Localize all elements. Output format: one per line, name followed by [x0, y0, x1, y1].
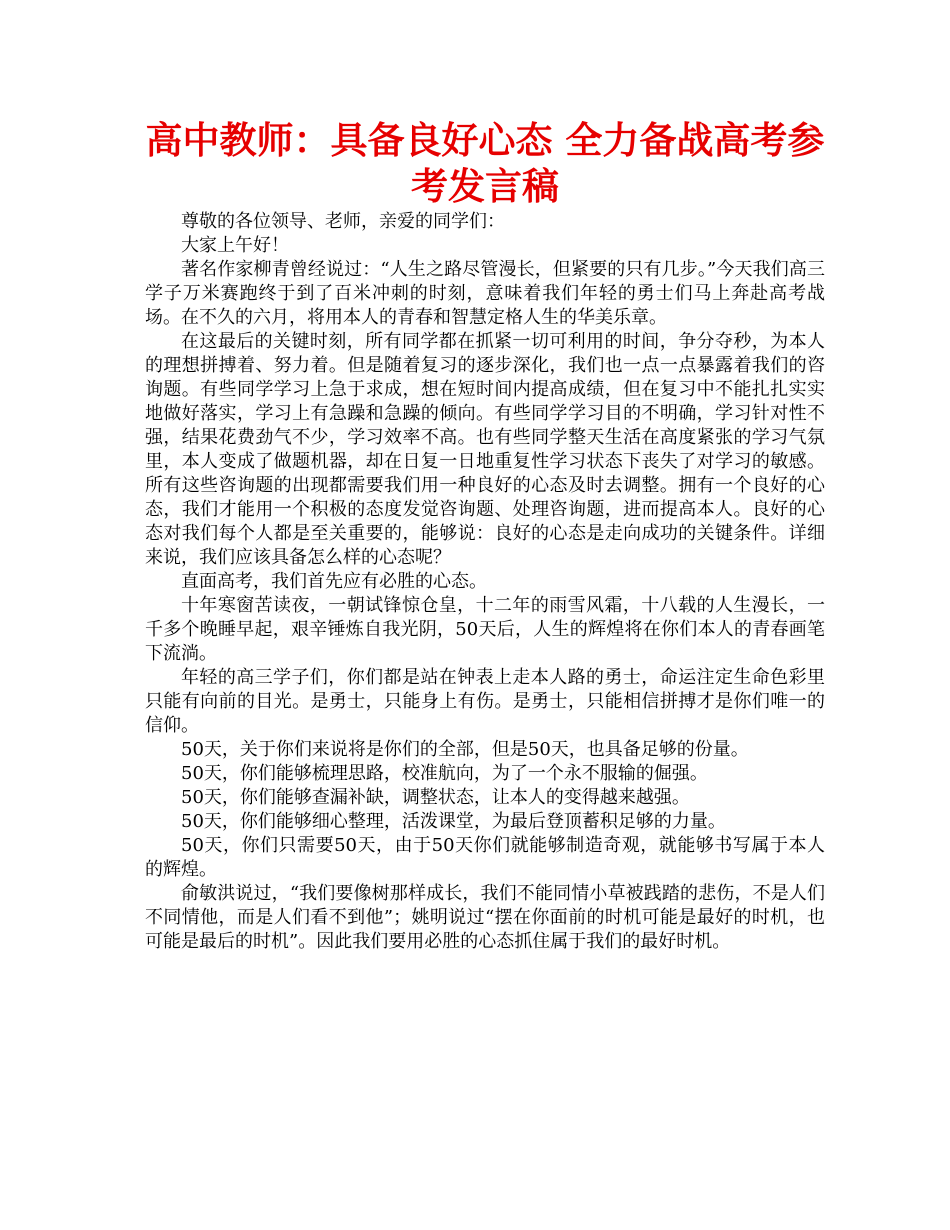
paragraph: 50天，关于你们来说将是你们的全部，但是50天，也具备足够的份量。 [181, 739, 749, 760]
paragraph: 在这最后的关键时刻，所有同学都在抓紧一切可利用的时间，争分夺秒，为本人的理想拼搏着、努力着。但是随着复习的逐步深化，我们也一点一点暴露着我们的咨询题。有些同学学习上急于求成，想在短时间内提高成绩，但在复习中不能扎扎实实地做好落实，学习上有急躁和急躁的倾向。有些同学学习目的不明确，学习针对性不强，结果花费劲气不少，学习效率不高。也有些同学整天生活在高度紧张的学习气氛里，本人变成了做题机器，却在日复一日地重复性学习状态下丧失了对学习的敏感。所有这些咨询题的出现都需要我们用一种良好的心态及时去调整。拥有一个良好的心态，我们才能用一个积极的态度发觉咨询题、处理咨询题，进而提高本人。良好的心态对我们每个人都是至关重要的，能够说：良好的心态是走向成功的关键条件。详细来说，我们应该具备怎么样的心态呢？ [145, 331, 825, 568]
document-page [145, 118, 825, 954]
paragraph: 50天，你们能够细心整理，活泼课堂，为最后登顶蓄积足够的力量。 [181, 811, 726, 832]
paragraph: 50天，你们能够梳理思路，校准航向，为了一个永不服输的倔强。 [181, 763, 708, 784]
paragraph: 年轻的高三学子们，你们都是站在钟表上走本人路的勇士，命运注定生命色彩里只能有向前的目光。是勇士，只能身上有伤。是勇士，只能相信拼搏才是你们唯一的信仰。 [145, 667, 825, 736]
paragraph-greeting: 大家上午好！ [181, 235, 289, 256]
document-title: 高中教师：具备良好心态 全力备战高考参考发言稿 [145, 119, 825, 208]
document-body [145, 210, 825, 954]
paragraph: 十年寒窗苦读夜，一朝试锋惊仓皇，十二年的雨雪风霜，十八载的人生漫长，一千多个晚睡早起，艰辛锤炼自我光阴，50天后，人生的辉煌将在你们本人的青春画笔下流淌。 [145, 595, 825, 664]
paragraph: 著名作家柳青曾经说过：“人生之路尽管漫长，但紧要的只有几步。”今天我们高三学子万米赛跑终于到了百米冲刺的时刻，意味着我们年轻的勇士们马上奔赴高考战场。在不久的六月，将用本人的青春和智慧定格人生的华美乐章。 [145, 259, 825, 328]
paragraph: 50天，你们只需要50天，由于50天你们就能够制造奇观，就能够书写属于本人的辉煌。 [145, 835, 825, 880]
paragraph-salutation: 尊敬的各位领导、老师，亲爱的同学们： [181, 211, 505, 232]
paragraph: 直面高考，我们首先应有必胜的心态。 [181, 571, 487, 592]
paragraph: 50天，你们能够查漏补缺，调整状态，让本人的变得越来越强。 [181, 787, 690, 808]
paragraph: 俞敏洪说过，“我们要像树那样成长，我们不能同情小草被践踏的悲伤，不是人们不同情他，而是人们看不到他”；姚明说过“摆在你面前的时机可能是最好的时机，也可能是最后的时机”。因此我们要用必胜的心态抓住属于我们的最好时机。 [145, 883, 825, 952]
